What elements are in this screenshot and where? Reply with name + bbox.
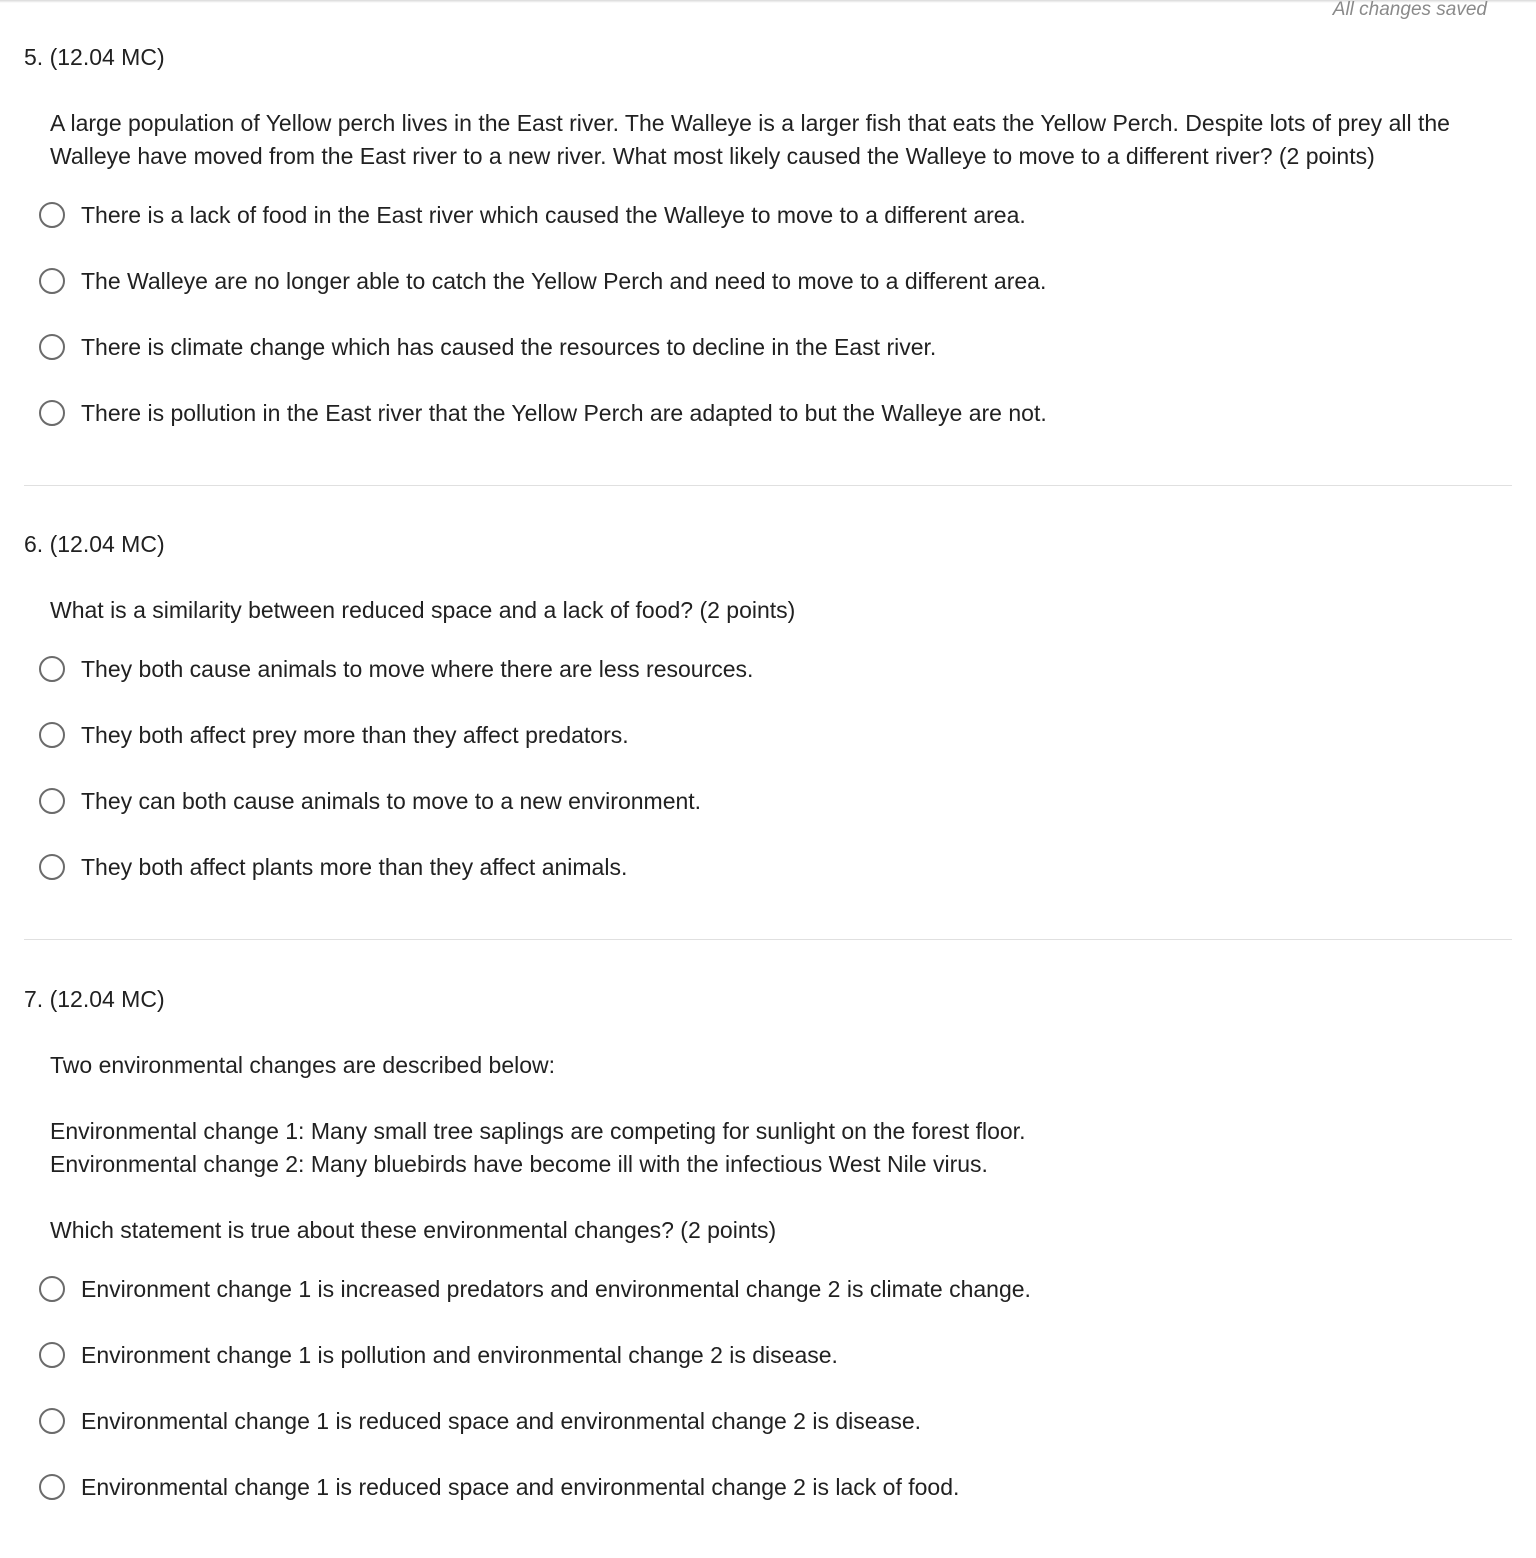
answer-option-label: Environmental change 1 is reduced space and environmental change 2 is lack of food. [81, 1473, 960, 1500]
answer-option[interactable] [24, 702, 1512, 768]
answer-option-label: They both affect prey more than they affect predators. [81, 721, 629, 748]
radio-button[interactable] [39, 334, 65, 360]
question-prompt [50, 107, 1512, 173]
answer-option-label: Environment change 1 is increased predators and environmental change 2 is climate change. [81, 1275, 1031, 1302]
question-7 [24, 984, 1512, 1520]
answer-option[interactable] [24, 182, 1512, 248]
answer-option-label: The Walleye are no longer able to catch the Yellow Perch and need to move to a different area. [81, 267, 1047, 294]
radio-button[interactable] [39, 854, 65, 880]
answer-option-label: They can both cause animals to move to a new environment. [81, 787, 702, 814]
question-prompt-change-1: Environmental change 1: Many small tree saplings are competing for sunlight on the forest floor. [50, 1118, 1026, 1144]
answer-option[interactable] [24, 1388, 1512, 1454]
answer-option[interactable] [24, 380, 1512, 446]
answer-option-label: They both affect plants more than they affect animals. [81, 853, 628, 880]
question-6 [24, 529, 1512, 900]
question-5 [24, 42, 1512, 446]
answer-options [24, 1256, 1512, 1520]
answer-option[interactable] [24, 1454, 1512, 1520]
question-divider [24, 485, 1512, 486]
top-edge-shadow [0, 0, 1536, 3]
radio-button[interactable] [39, 722, 65, 748]
radio-button[interactable] [39, 656, 65, 682]
answer-options [24, 182, 1512, 446]
question-divider [24, 939, 1512, 940]
question-title: 5. (12.04 MC) [24, 44, 165, 70]
answer-option-label: Environment change 1 is pollution and environmental change 2 is disease. [81, 1341, 838, 1368]
answer-option[interactable] [24, 1322, 1512, 1388]
question-prompt [50, 594, 1512, 627]
answer-option-label: They both cause animals to move where there are less resources. [81, 655, 754, 682]
answer-option[interactable] [24, 248, 1512, 314]
save-status: All changes saved [1332, 0, 1487, 20]
answer-option[interactable] [24, 768, 1512, 834]
question-prompt [50, 1049, 1512, 1247]
answer-option[interactable] [24, 834, 1512, 900]
answer-options [24, 636, 1512, 900]
question-prompt-question: Which statement is true about these environmental changes? (2 points) [50, 1217, 777, 1243]
question-prompt-text: A large population of Yellow perch lives in the East river. The Walleye is a larger fish that eats the Yellow Perch. Despite lots of prey all the Walleye have moved from the East river to a new river. What most likely caused the Walleye to move to a different river? (2 points) [50, 110, 1450, 169]
radio-button[interactable] [39, 1474, 65, 1500]
answer-option-label: There is a lack of food in the East river which caused the Walleye to move to a different area. [81, 201, 1026, 228]
question-title: 7. (12.04 MC) [24, 986, 165, 1012]
answer-option-label: Environmental change 1 is reduced space and environmental change 2 is disease. [81, 1407, 922, 1434]
answer-option[interactable] [24, 1256, 1512, 1322]
answer-option-label: There is pollution in the East river that the Yellow Perch are adapted to but the Walleye are not. [81, 399, 1047, 426]
radio-button[interactable] [39, 1408, 65, 1434]
question-prompt-intro: Two environmental changes are described below: [50, 1052, 556, 1078]
question-title: 6. (12.04 MC) [24, 531, 165, 557]
radio-button[interactable] [39, 1276, 65, 1302]
radio-button[interactable] [39, 202, 65, 228]
radio-button[interactable] [39, 268, 65, 294]
question-prompt-text: What is a similarity between reduced space and a lack of food? (2 points) [50, 597, 796, 623]
answer-option[interactable] [24, 636, 1512, 702]
radio-button[interactable] [39, 788, 65, 814]
answer-option[interactable] [24, 314, 1512, 380]
radio-button[interactable] [39, 1342, 65, 1368]
answer-option-label: There is climate change which has caused the resources to decline in the East river. [81, 333, 937, 360]
radio-button[interactable] [39, 400, 65, 426]
question-prompt-change-2: Environmental change 2: Many bluebirds have become ill with the infectious West Nile virus. [50, 1151, 988, 1177]
